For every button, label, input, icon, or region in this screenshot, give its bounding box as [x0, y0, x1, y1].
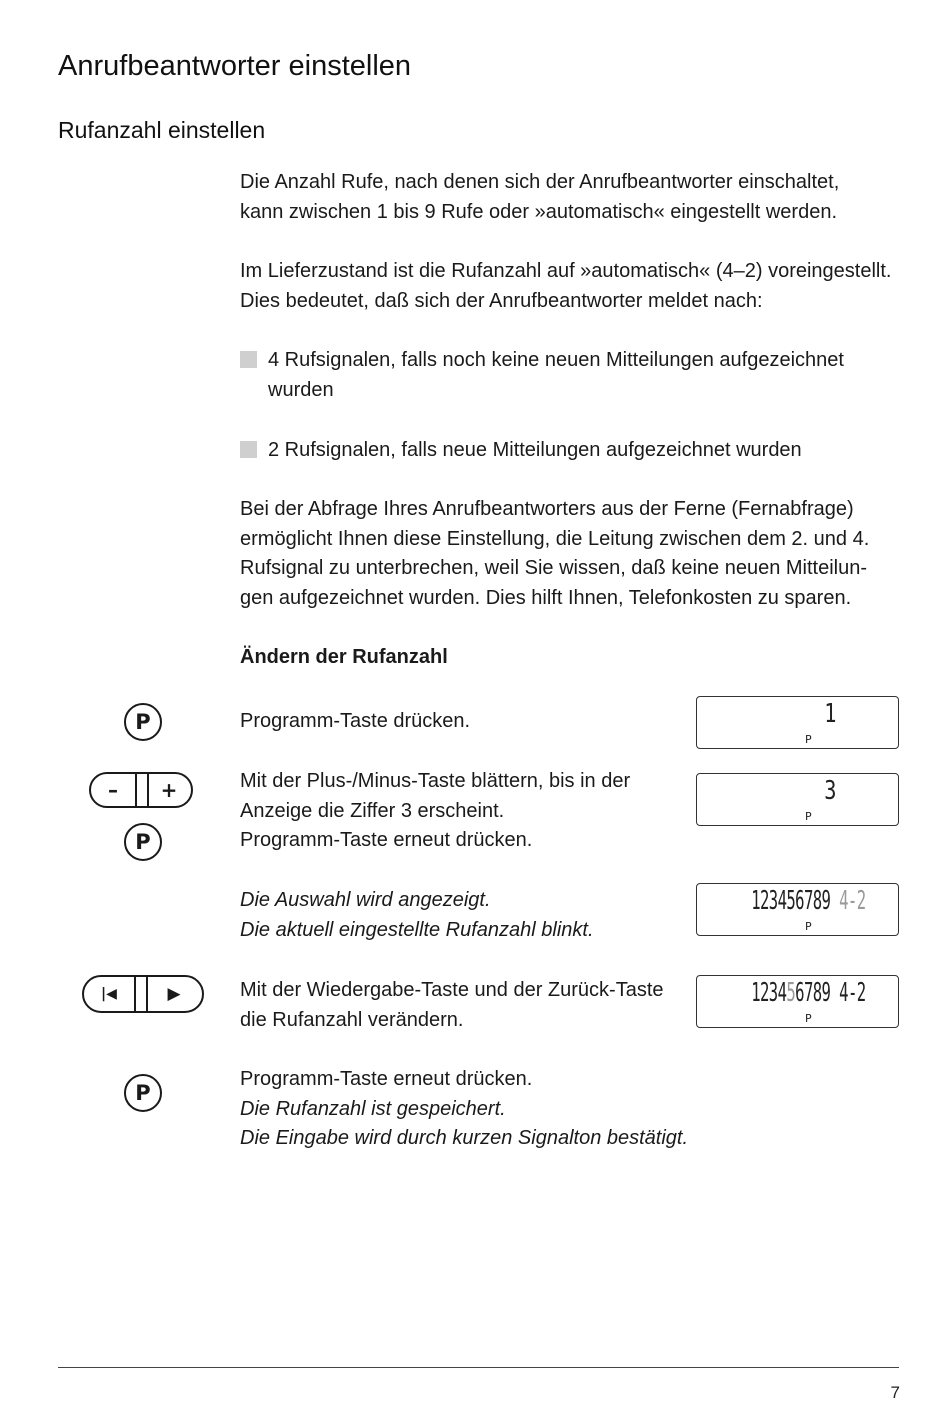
intro-paragraph-1: Die Anzahl Rufe, nach denen sich der Anrufbeantworter einschaltet, kann zwischen 1 bis 9 Rufe oder »automatisch« eingestellt werden.: [240, 171, 840, 223]
plus-minus-key-icon: [89, 772, 193, 808]
page-title: Anrufbeantworter einstellen: [58, 50, 412, 82]
program-key-icon: P: [124, 823, 162, 861]
program-key-icon: P: [124, 1074, 162, 1112]
lcd-p-label: P: [805, 920, 812, 933]
lcd-p-label: P: [805, 810, 812, 823]
bullet-marker: [240, 441, 257, 458]
lcd-value: 3: [824, 776, 836, 806]
step-4-text: Mit der Wiedergabe-Taste und der Zurück-Taste die Rufanzahl verändern.: [240, 979, 664, 1031]
procedure-heading: Ändern der Rufanzahl: [240, 646, 448, 668]
lcd-p-label: P: [805, 733, 812, 746]
lcd-p-label: P: [805, 1012, 812, 1025]
lcd-value: 1: [824, 699, 836, 729]
bullet-item: 2 Rufsignalen, falls neue Mitteilungen aufgezeichnet wurden: [268, 439, 802, 461]
page-number: 7: [890, 1383, 900, 1402]
lcd-display-4: [696, 975, 899, 1028]
lcd-display-3: [696, 883, 899, 936]
lcd-display-2: [696, 773, 899, 826]
intro-paragraph-3: Bei der Abfrage Ihres Anrufbeantworters aus der Ferne (Fernabfrage) ermöglicht Ihnen diese Einstellung, die Leitung zwischen dem 2. und 4. Rufsignal zu unterbrechen, weil Sie wissen, daß keine neuen Mitteilun- gen aufgezeichnet wurden. Dies hilft Ihnen, Telefonkosten zu sparen.: [240, 498, 870, 609]
playback-back-key-icon: [82, 975, 204, 1013]
lcd-value: 123456789 4-2: [751, 886, 866, 916]
plus-icon: +: [160, 778, 178, 802]
lcd-display-1: [696, 696, 899, 749]
lcd-value: 123456789 4-2: [751, 978, 866, 1008]
bullet-item: 4 Rufsignalen, falls noch keine neuen Mitteilungen aufgezeichnet wurden: [268, 349, 844, 401]
minus-icon: –: [108, 778, 118, 802]
bullet-marker: [240, 351, 257, 368]
play-icon: ▶: [167, 984, 181, 1004]
section-title: Rufanzahl einstellen: [58, 117, 266, 143]
step-3-text: Die Auswahl wird angezeigt. Die aktuell eingestellte Rufanzahl blinkt.: [240, 889, 594, 941]
step-5-text: Programm-Taste erneut drücken. Die Rufanzahl ist gespeichert. Die Eingabe wird durch kurzen Signalton bestätigt.: [240, 1068, 689, 1149]
step-2-text: Mit der Plus-/Minus-Taste blättern, bis in der Anzeige die Ziffer 3 erscheint. Programm-Taste erneut drücken.: [240, 770, 631, 851]
step-1-text: Programm-Taste drücken.: [240, 710, 471, 732]
back-icon: |◀: [101, 986, 117, 1002]
program-key-icon: P: [124, 703, 162, 741]
intro-paragraph-2: Im Lieferzustand ist die Rufanzahl auf »automatisch« (4–2) voreingestellt. Dies bedeutet, daß sich der Anrufbeantworter meldet nach:: [240, 260, 892, 312]
footer-rule: [58, 1367, 899, 1368]
